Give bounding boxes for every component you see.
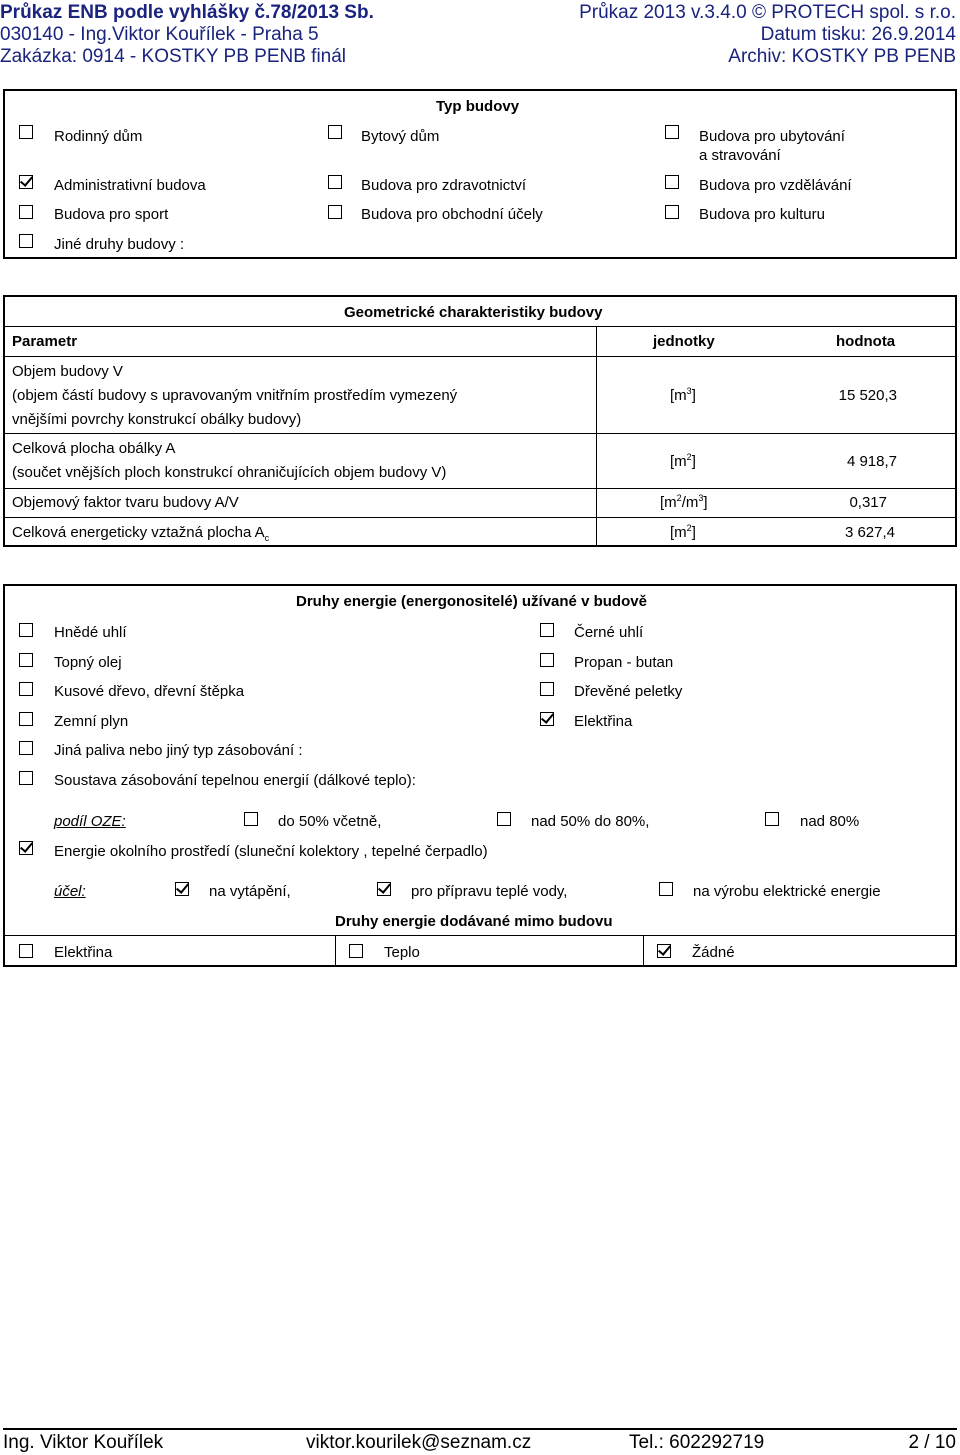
- checkbox-zemni-plyn[interactable]: [19, 712, 33, 726]
- oze-option-label: do 50% včetně,: [278, 813, 382, 830]
- checkbox-oze-nad-80[interactable]: [765, 812, 779, 826]
- checkbox-jine[interactable]: [19, 234, 33, 248]
- param-desc: (součet vnějších ploch konstrukcí ohraničujících objem budovy V): [12, 464, 447, 481]
- oze-share-label: podíl OZE:: [54, 813, 126, 830]
- export-energy-title: Druhy energie dodávané mimo budovu: [335, 913, 613, 930]
- checkbox-rodinny-dum[interactable]: [19, 125, 33, 139]
- footer-name: Ing. Viktor Kouřílek: [3, 1432, 164, 1453]
- checkbox-jina-paliva[interactable]: [19, 741, 33, 755]
- checkbox-propan-butan[interactable]: [540, 653, 554, 667]
- geometry-section: [3, 295, 957, 547]
- option-label: Rodinný dům: [54, 128, 143, 145]
- option-label: Budova pro obchodní účely: [361, 206, 543, 223]
- energy-label: Hnědé uhlí: [54, 624, 127, 641]
- option-label: Budova pro vzdělávání: [699, 177, 852, 194]
- param-unit: $[m^2]$: [670, 523, 696, 541]
- purpose-option-label: na výrobu elektrické energie: [693, 883, 881, 900]
- option-label: Budova pro sport: [54, 206, 169, 223]
- checkbox-mimo-zadne[interactable]: [657, 944, 671, 958]
- param-name: Objem budovy V: [12, 363, 123, 380]
- option-label-line2: a stravování: [699, 147, 781, 164]
- footer-divider: [3, 1428, 957, 1430]
- param-value: 15 520,3: [838, 387, 897, 404]
- energy-label: Energie okolního prostředí (sluneční kolektory , tepelné čerpadlo): [54, 843, 488, 860]
- energy-label: Jiná paliva nebo jiný typ zásobování :: [54, 742, 303, 759]
- checkbox-vytapeni[interactable]: [175, 882, 189, 896]
- checkbox-energie-okoli[interactable]: [19, 841, 33, 855]
- energy-label: Zemní plyn: [54, 713, 129, 730]
- option-label: Bytový dům: [361, 128, 440, 145]
- checkbox-tepla-voda[interactable]: [377, 882, 391, 896]
- checkbox-mimo-teplo[interactable]: [349, 944, 363, 958]
- oze-option-label: nad 80%: [800, 813, 860, 830]
- energy-label: Propan - butan: [574, 654, 674, 671]
- param-name: Celková plocha obálky A: [12, 440, 176, 457]
- export-option-label: Žádné: [692, 944, 735, 961]
- param-unit: $[m^2/m^3]$: [660, 493, 708, 511]
- col-header-param: Parametr: [12, 333, 78, 350]
- job-name: Zakázka: 0914 - KOSTKY PB PENB finál: [0, 46, 347, 67]
- col-header-units: jednotky: [653, 333, 715, 350]
- print-date: Datum tisku: 26.9.2014: [760, 24, 956, 45]
- energy-label: Topný olej: [54, 654, 122, 671]
- energy-label: Dřevěné peletky: [574, 683, 683, 700]
- checkbox-kultura[interactable]: [665, 205, 679, 219]
- param-unit: $[m^2]$: [670, 452, 696, 470]
- footer-phone: Tel.: 602292719: [629, 1432, 765, 1453]
- option-label: Budova pro zdravotnictví: [361, 177, 527, 194]
- checkbox-oze-50-80[interactable]: [497, 812, 511, 826]
- param-value: 0,317: [849, 494, 887, 511]
- checkbox-kusove-drevo[interactable]: [19, 682, 33, 696]
- param-value: 3 627,4: [844, 524, 895, 541]
- checkbox-cerne-uhli[interactable]: [540, 623, 554, 637]
- export-option-label: Teplo: [384, 944, 420, 961]
- param-value: 4 918,7: [846, 453, 897, 470]
- checkbox-obchodni[interactable]: [328, 205, 342, 219]
- section-title: Typ budovy: [436, 98, 520, 115]
- author-line: 030140 - Ing.Viktor Kouřílek - Praha 5: [0, 24, 319, 45]
- purpose-label: účel:: [54, 883, 86, 900]
- energy-label: Kusové dřevo, dřevní štěpka: [54, 683, 245, 700]
- checkbox-elektrina[interactable]: [540, 712, 554, 726]
- param-name: Celková energeticky vztažná plocha $A_c$: [12, 524, 270, 543]
- checkbox-hnede-uhli[interactable]: [19, 623, 33, 637]
- page-number: 2 / 10: [908, 1432, 956, 1453]
- purpose-option-label: na vytápění,: [209, 883, 291, 900]
- checkbox-topny-olej[interactable]: [19, 653, 33, 667]
- footer-email[interactable]: viktor.kourilek@seznam.cz: [306, 1432, 532, 1453]
- checkbox-zdravotnictvi[interactable]: [328, 175, 342, 189]
- energy-label: Černé uhlí: [574, 624, 644, 641]
- param-desc: vnějšími povrchy konstrukcí obálky budovy): [12, 411, 302, 428]
- energy-label: Soustava zásobování tepelnou energií (dálkové teplo):: [54, 772, 416, 789]
- checkbox-peletky[interactable]: [540, 682, 554, 696]
- energy-section: [3, 584, 957, 967]
- section-title: Druhy energie (energonositelé) užívané v budově: [296, 593, 647, 610]
- document-title: Průkaz ENB podle vyhlášky č.78/2013 Sb.: [0, 2, 374, 23]
- program-version: Průkaz 2013 v.3.4.0 © PROTECH spol. s r.o.: [579, 2, 956, 23]
- param-name: Objemový faktor tvaru budovy A/V: [12, 494, 239, 511]
- checkbox-dalkove-teplo[interactable]: [19, 771, 33, 785]
- oze-option-label: nad 50% do 80%,: [531, 813, 650, 830]
- building-type-section: [3, 89, 957, 259]
- option-label: Administrativní budova: [54, 177, 206, 194]
- energy-label: Elektřina: [574, 713, 633, 730]
- checkbox-oze-do-50[interactable]: [244, 812, 258, 826]
- checkbox-sport[interactable]: [19, 205, 33, 219]
- checkbox-mimo-elektrina[interactable]: [19, 944, 33, 958]
- checkbox-vyroba-elektriny[interactable]: [659, 882, 673, 896]
- checkbox-vzdelavani[interactable]: [665, 175, 679, 189]
- section-title: Geometrické charakteristiky budovy: [344, 304, 603, 321]
- archive-name: Archiv: KOSTKY PB PENB: [728, 46, 956, 67]
- option-label: Budova pro ubytování: [699, 128, 845, 145]
- export-option-label: Elektřina: [54, 944, 113, 961]
- option-label: Budova pro kulturu: [699, 206, 825, 223]
- checkbox-bytovy-dum[interactable]: [328, 125, 342, 139]
- param-unit: $[m^3]$: [670, 386, 696, 404]
- checkbox-ubytovani[interactable]: [665, 125, 679, 139]
- checkbox-administrativni[interactable]: [19, 175, 33, 189]
- purpose-option-label: pro přípravu teplé vody,: [411, 883, 568, 900]
- option-label: Jiné druhy budovy :: [54, 236, 185, 253]
- col-header-value: hodnota: [836, 333, 896, 350]
- param-desc: (objem částí budovy s upravovaným vnitřním prostředím vymezený: [12, 387, 458, 404]
